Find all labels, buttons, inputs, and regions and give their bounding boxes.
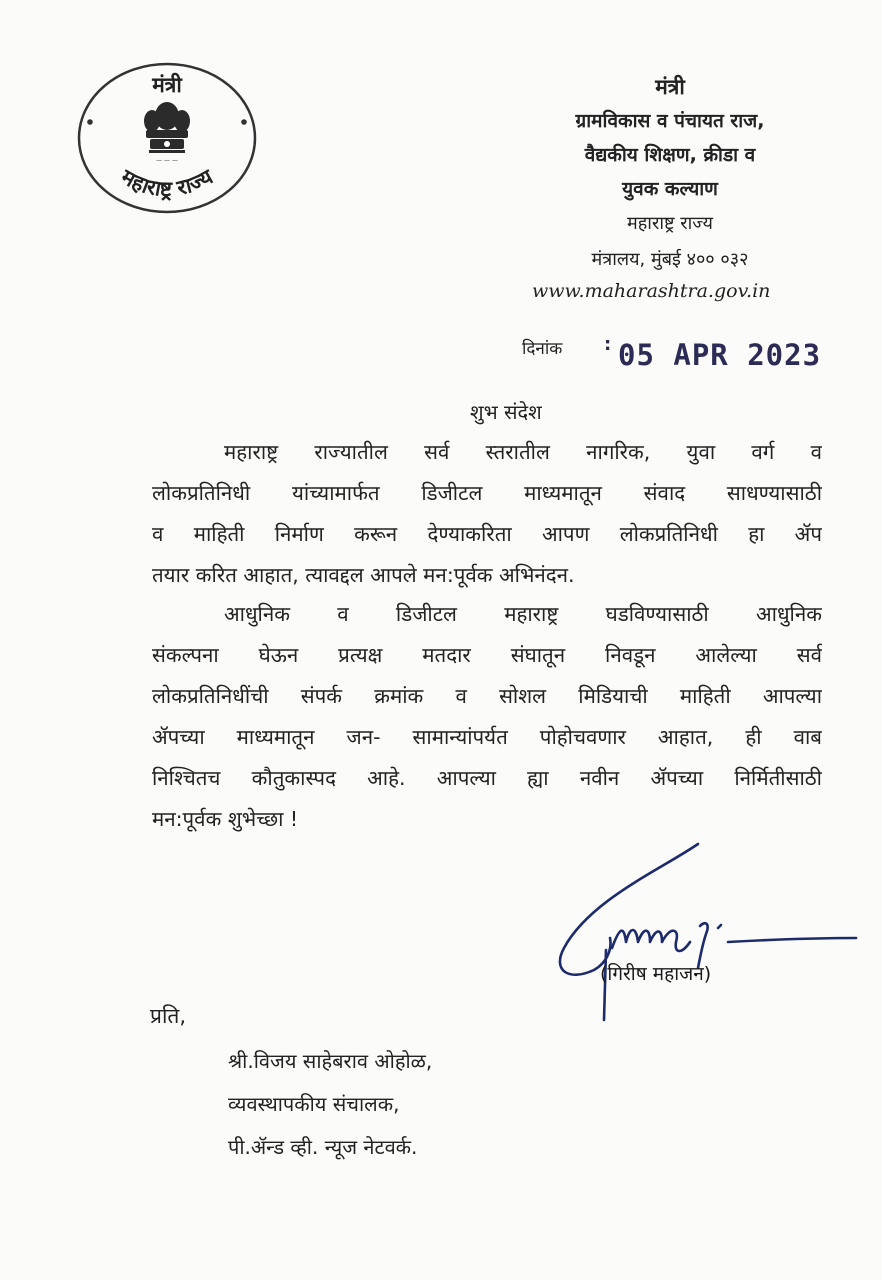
official-seal <box>72 58 262 218</box>
office-address: मंत्रालय, मुंबई ४०० ०३२ <box>591 249 749 270</box>
signatory-name: (गिरीष महाजन) <box>600 963 712 985</box>
recipient-designation: व्यवस्थापकीय संचालक, <box>228 1092 400 1116</box>
website-link[interactable]: www.maharashtra.gov.in <box>532 280 771 302</box>
handwritten-signature <box>550 830 870 1030</box>
paragraph-line: तयार करित आहात, त्यावद्दल आपले मन:पूर्वक अभिनंदन. <box>152 563 575 587</box>
paragraph-line: आधुनिक व डिजीटल महाराष्ट्र घडविण्यासाठी आधुनिक <box>224 602 822 626</box>
message-heading: शुभ संदेश <box>470 400 542 424</box>
letterhead <box>470 70 870 278</box>
date-colon: : <box>604 334 612 355</box>
recipient-organization: पी.ॲन्ड व्ही. न्यूज नेटवर्क. <box>228 1135 418 1159</box>
seal-top-text: मंत्री <box>152 73 182 97</box>
paragraph-line: महाराष्ट्र राज्यातील सर्व स्तरातील नागरिक, युवा वर्ग व <box>224 440 822 464</box>
seal-graphic <box>72 58 262 218</box>
recipient-name: श्री.विजय साहेबराव ओहोळ, <box>228 1049 433 1073</box>
recipient-salutation: प्रति, <box>150 1004 187 1028</box>
paragraph-line: ॲपच्या माध्यमातून जन- सामान्यांपर्यत पोहोचवणार आहात, ही वाब <box>152 725 822 749</box>
svg-text:— — —: — — — <box>156 157 178 164</box>
seal-bottom-text: महाराष्ट्र राज्य <box>117 164 217 202</box>
paragraph-line: संकल्पना घेऊन प्रत्यक्ष मतदार संघातून निवडून आलेल्या सर्व <box>152 643 822 667</box>
paragraph-line: लोकप्रतिनिधी यांच्यामार्फत डिजीटल माध्यमातून संवाद साधण्यासाठी <box>152 481 822 505</box>
paragraph-line: निश्चितच कौतुकास्पद आहे. आपल्या ह्या नवीन ॲपच्या निर्मितीसाठी <box>152 766 822 790</box>
message-paragraph-1 <box>152 432 822 596</box>
message-paragraph-2 <box>152 594 822 840</box>
paragraph-line: लोकप्रतिनिधींची संपर्क क्रमांक व सोशल मिडियाची माहिती आपल्या <box>152 684 822 708</box>
portfolio-line-1: ग्रामविकास व पंचायत राज, <box>575 110 765 132</box>
date-label: दिनांक <box>522 339 563 359</box>
paragraph-line: व माहिती निर्माण करून देण्याकरिता आपण लोकप्रतिनिधी हा ॲप <box>152 522 822 546</box>
portfolio-line-3: युवक कल्याण <box>622 178 718 200</box>
recipient-block <box>228 1040 432 1169</box>
lion-capital-emblem-icon <box>144 102 190 153</box>
date-stamp: 05 APR 2023 <box>618 338 822 372</box>
portfolio-line-2: वैद्यकीय शिक्षण, क्रीडा व <box>584 144 756 166</box>
paragraph-line: मन:पूर्वक शुभेच्छा ! <box>152 807 299 831</box>
minister-title: मंत्री <box>655 75 685 99</box>
state-name: महाराष्ट्र राज्य <box>626 213 713 234</box>
svg-text:महाराष्ट्र राज्य <box>116 164 217 201</box>
